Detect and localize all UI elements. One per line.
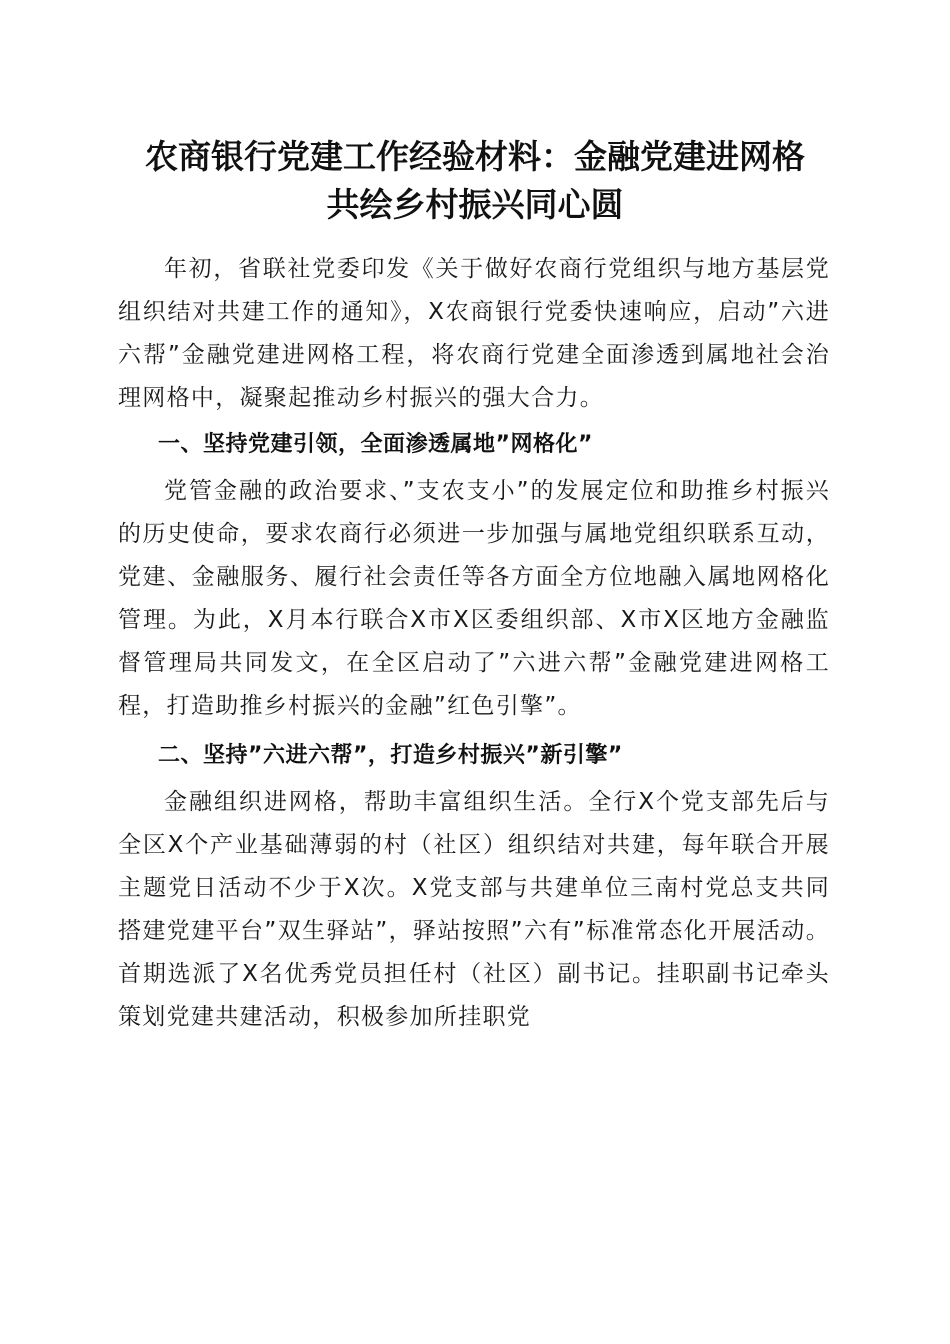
section-1-paragraph: 党管金融的政治要求、”支农支小”的发展定位和助推乡村振兴的历史使命，要求农商行必须进一步加强与属地党组织联系互动，党建、金融服务、履行社会责任等各方面全方位地融入属地网格化管理。为此，X月本行联合X市X区委组织部、X市X区地方金融监督管理局共同发文，在全区启动了”六进六帮”金融党建进网格工程，打造助推乡村振兴的金融”红色引擎”。	[118, 478, 830, 719]
section-heading-2: 二、坚持”六进六帮”，打造乡村振兴”新引擎”	[158, 743, 623, 768]
document-body	[118, 248, 830, 1039]
document-title	[110, 133, 840, 229]
intro-paragraph: 年初，省联社党委印发《关于做好农商行党组织与地方基层党组织结对共建工作的通知》，X农商银行党委快速响应，启动”六进六帮”金融党建进网格工程，将农商行党建全面渗透到属地社会治理网格中，凝聚起推动乡村振兴的强大合力。	[118, 256, 830, 411]
title-line-1: 农商银行党建工作经验材料：金融党建进网格	[145, 137, 805, 176]
section-heading-1: 一、坚持党建引领，全面渗透属地”网格化”	[158, 432, 593, 457]
section-2-paragraph: 金融组织进网格，帮助丰富组织生活。全行X个党支部先后与全区X个产业基础薄弱的村（社区）组织结对共建，每年联合开展主题党日活动不少于X次。X党支部与共建单位三南村党总支共同搭建党建平台”双生驿站”，驿站按照”六有”标准常态化开展活动。首期选派了X名优秀党员担任村（社区）副书记。挂职副书记牵头策划党建共建活动，积极参加所挂职党	[118, 789, 830, 1030]
title-line-2: 共绘乡村振兴同心圆	[326, 185, 624, 224]
